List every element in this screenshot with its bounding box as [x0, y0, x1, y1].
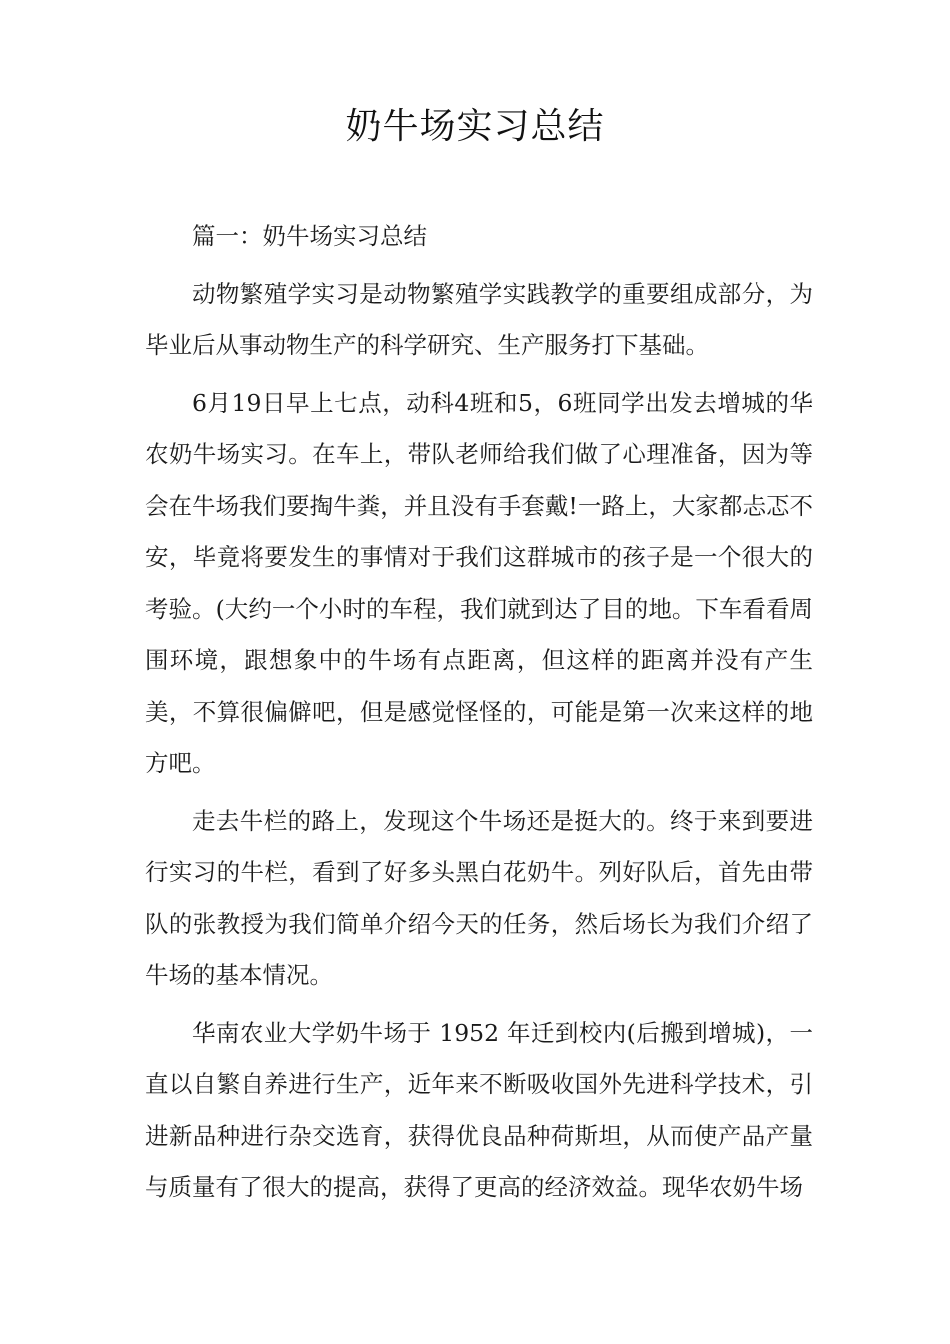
- document-body: [145, 211, 813, 1220]
- paragraph-heading: 篇一：奶牛场实习总结: [192, 222, 427, 250]
- paragraph: 动物繁殖学实习是动物繁殖学实践教学的重要组成部分，为毕业后从事动物生产的科学研究、生产服务打下基础。: [145, 279, 813, 359]
- paragraph: 华南农业大学奶牛场于 1952 年迁到校内(后搬到增城)，一直以自繁自养进行生产，近年来不断吸收国外先进科学技术，引进新品种进行杂交选育，获得优良品种荷斯坦，从而使产品产量与质量有了很大的提高，获得了更高的经济效益。现华农奶牛场: [145, 1018, 813, 1201]
- paragraph: 走去牛栏的路上，发现这个牛场还是挺大的。终于来到要进行实习的牛栏，看到了好多头黑白花奶牛。列好队后，首先由带队的张教授为我们简单介绍今天的任务，然后场长为我们介绍了牛场的基本情况。: [145, 806, 813, 989]
- document-title: 奶牛场实习总结: [345, 106, 605, 147]
- paragraph: 6月19日早上七点，动科4班和5，6班同学出发去增城的华农奶牛场实习。在车上，带队老师给我们做了心理准备，因为等会在牛场我们要掏牛粪，并且没有手套戴!一路上，大家都忐忑不安，毕竟将要发生的事情对于我们这群城市的孩子是一个很大的考验。(大约一个小时的车程，我们就到达了目的地。下车看看周围环境，跟想象中的牛场有点距离，但这样的距离并没有产生美，不算很偏僻吧，但是感觉怪怪的，可能是第一次来这样的地方吧。: [145, 388, 813, 777]
